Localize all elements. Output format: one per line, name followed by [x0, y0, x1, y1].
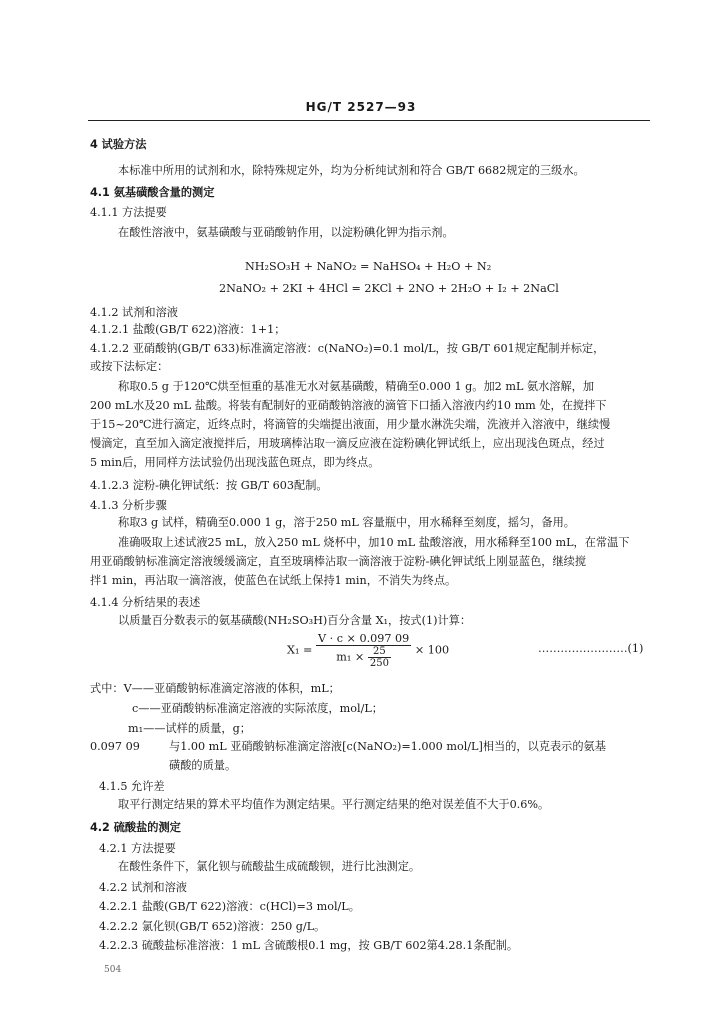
text-line: 取平行测定结果的算术平均值作为测定结果。平行测定结果的绝对误差值不大于0.6%。 — [118, 798, 550, 811]
header-standard-number: HG/T 2527—93 — [305, 100, 417, 114]
text-line: NH₂SO₃H + NaNO₂ = NaHSO₄ + H₂O + N₂ — [245, 260, 492, 273]
text-line: 4.2.1 方法提要 — [99, 842, 176, 855]
formula-den-left: m₁ × — [336, 650, 365, 664]
text-line: 4.2.2.3 硫酸盐标准溶液：1 mL 含硫酸根0.1 mg，按 GB/T 602第4.28.1条配制。 — [99, 939, 519, 952]
text-line: 4.1.2 试剂和溶液 — [90, 306, 178, 319]
formula-tail: × 100 — [414, 643, 450, 657]
text-line: 4.2.2.1 盐酸(GB/T 622)溶液：c(HCl)=3 mol/L。 — [99, 900, 360, 913]
formula-numerator: V · c × 0.097 09 — [317, 632, 410, 645]
text-line: 准确吸取上述试液25 mL，放入250 mL 烧杯中，加10 mL 盐酸溶液，用水稀释至100 mL，在常温下 — [118, 536, 630, 549]
text-line: 称取3 g 试样，精确至0.000 1 g，溶于250 mL 容量瓶中，用水稀释至刻度，摇匀，备用。 — [118, 516, 575, 529]
text-line: 4.1 氨基磺酸含量的测定 — [90, 186, 215, 199]
text-line: 磺酸的质量。 — [169, 759, 237, 772]
formula-inner-fraction — [368, 646, 391, 669]
text-line: 在酸性溶液中，氨基磺酸与亚硝酸钠作用，以淀粉碘化钾为指示剂。 — [118, 226, 454, 239]
text-line: 4.2.2 试剂和溶液 — [99, 881, 187, 894]
formula-denominator — [316, 646, 411, 669]
text-line: 200 mL水及20 mL 盐酸。将装有配制好的亚硝酸钠溶液的滴管下口插入溶液内约10 mm 处，在搅拌下 — [90, 399, 607, 412]
formula-inner-num: 25 — [368, 646, 391, 658]
text-line: 称取0.5 g 于120℃烘至恒重的基准无水对氨基磺酸，精确至0.000 1 g。加2 mL 氨水溶解，加 — [118, 380, 595, 393]
formula-1 — [287, 632, 449, 669]
formula-lhs: X₁ = — [287, 643, 313, 657]
text-line: 4.1.2.3 淀粉-碘化钾试纸：按 GB/T 603配制。 — [90, 479, 328, 492]
text-line: 或按下法标定： — [90, 360, 169, 373]
header-rule — [88, 120, 650, 121]
text-line: 4.1.1 方法提要 — [90, 206, 167, 219]
text-line: 0.097 09 — [90, 740, 140, 753]
text-line: 式中：V——亚硝酸钠标准滴定溶液的体积，mL； — [90, 682, 340, 695]
text-line: 4.1.4 分析结果的表述 — [90, 596, 201, 609]
text-line: 在酸性条件下，氯化钡与硫酸盐生成硫酸钡，进行比浊测定。 — [118, 860, 421, 873]
text-line: 4.2 硫酸盐的测定 — [90, 821, 181, 834]
text-line: 4.1.3 分析步骤 — [90, 499, 167, 512]
text-line: 5 min后，用同样方法试验仍出现浅蓝色斑点，即为终点。 — [90, 456, 380, 469]
text-line: 以质量百分数表示的氨基磺酸(NH₂SO₃H)百分含量 X₁，按式(1)计算： — [118, 614, 472, 627]
text-line: 用亚硝酸钠标准滴定溶液缓缓滴定，直至玻璃棒沾取一滴溶液于淀粉-碘化钾试纸上刚显蓝色，继续搅 — [90, 555, 587, 568]
formula-number: ……………………(1) — [538, 642, 644, 655]
page-number: 504 — [104, 965, 122, 975]
text-line: m₁——试样的质量，g； — [128, 722, 251, 735]
text-line: c——亚硝酸钠标准滴定溶液的实际浓度，mol/L； — [132, 702, 383, 715]
text-line: 与1.00 mL 亚硝酸钠标准滴定溶液[c(NaNO₂)=1.000 mol/L]相当的，以克表示的氨基 — [169, 740, 606, 753]
formula-fraction — [316, 632, 411, 669]
text-line: 4.1.5 允许差 — [99, 780, 165, 793]
text-line: 4 试验方法 — [90, 138, 147, 151]
text-line: 4.2.2.2 氯化钡(GB/T 652)溶液：250 g/L。 — [99, 920, 326, 933]
text-line: 于15~20℃进行滴定，近终点时，将滴管的尖端提出液面，用少量水淋洗尖端，洗液并入溶液中，继续慢 — [90, 418, 611, 431]
text-line: 4.1.2.1 盐酸(GB/T 622)溶液：1+1； — [90, 323, 286, 336]
formula-inner-den: 250 — [369, 658, 389, 669]
text-line: 2NaNO₂ + 2KI + 4HCl = 2KCl + 2NO + 2H₂O + I₂ + 2NaCl — [219, 282, 559, 295]
text-line: 4.1.2.2 亚硝酸钠(GB/T 633)标准滴定溶液：c(NaNO₂)=0.1 mol/L，按 GB/T 601规定配制并标定， — [90, 342, 605, 355]
text-line: 拌1 min，再沾取一滴溶液，使蓝色在试纸上保持1 min，不消失为终点。 — [90, 574, 457, 587]
text-line: 慢滴定，直至加入滴定液搅拌后，用玻璃棒沾取一滴反应液在淀粉碘化钾试纸上，应出现浅色斑点，经过 — [90, 437, 605, 450]
text-line: 本标准中所用的试剂和水，除特殊规定外，均为分析纯试剂和符合 GB/T 6682规定的三级水。 — [118, 164, 585, 177]
